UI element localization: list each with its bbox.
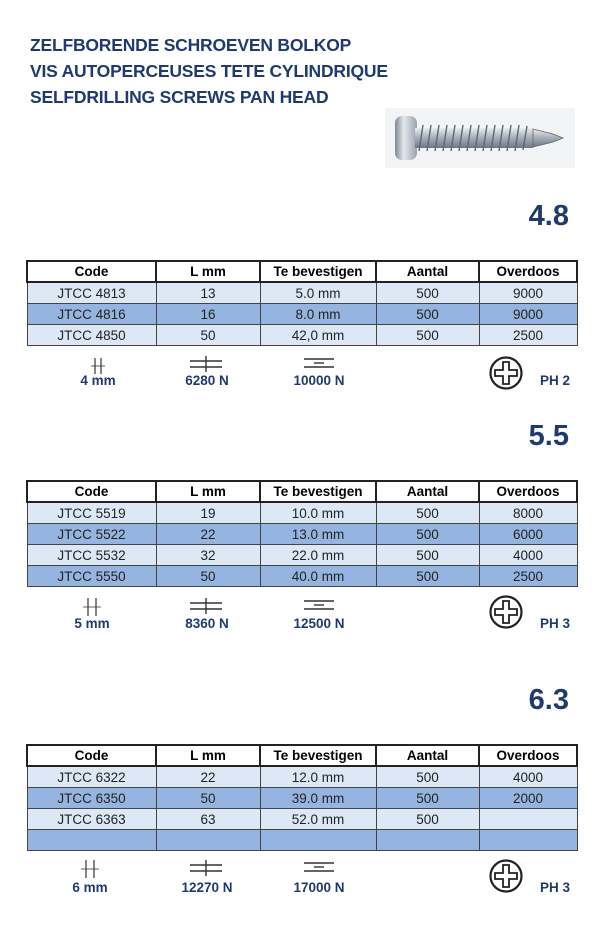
shear-label: 17000 N <box>293 880 345 895</box>
cell-box: 6000 <box>479 524 577 545</box>
cell-length: 50 <box>156 325 260 346</box>
cell-fasten: 12.0 mm <box>260 766 376 788</box>
diameter-label: 6 mm <box>72 880 108 895</box>
header-quantity: Aantal <box>376 481 479 502</box>
cell-fasten: 5.0 mm <box>260 282 376 304</box>
table-row <box>27 545 577 566</box>
size-heading-4-8: 4.8 <box>528 200 569 232</box>
table-row <box>27 304 577 325</box>
cell-quantity: 500 <box>376 809 479 830</box>
cell-code <box>27 830 156 851</box>
cell-fasten: 39.0 mm <box>260 788 376 809</box>
spec-row-6-3 <box>0 856 607 896</box>
diameter-icon <box>78 858 102 880</box>
cell-code: JTCC 4816 <box>27 304 156 325</box>
cell-box: 4000 <box>479 545 577 566</box>
header-quantity: Aantal <box>376 261 479 282</box>
table-row <box>27 282 577 304</box>
cell-fasten: 10.0 mm <box>260 502 376 524</box>
cell-length: 50 <box>156 566 260 587</box>
cell-box: 9000 <box>479 282 577 304</box>
tensile-icon <box>188 859 224 877</box>
header-length: L mm <box>156 745 260 766</box>
header-code: Code <box>27 261 156 282</box>
cell-quantity: 500 <box>376 788 479 809</box>
cell-box <box>479 830 577 851</box>
product-table-6-3 <box>26 744 578 851</box>
header-quantity: Aantal <box>376 745 479 766</box>
cell-code: JTCC 4813 <box>27 282 156 304</box>
cell-box: 8000 <box>479 502 577 524</box>
cell-quantity: 500 <box>376 524 479 545</box>
table-row <box>27 766 577 788</box>
table-header <box>27 745 577 766</box>
product-table-5-5 <box>26 480 578 587</box>
spec-row-5-5 <box>0 594 607 634</box>
drive-label: PH 3 <box>539 880 570 895</box>
cell-quantity: 500 <box>376 304 479 325</box>
cell-fasten: 40.0 mm <box>260 566 376 587</box>
cell-fasten: 52.0 mm <box>260 809 376 830</box>
size-heading-5-5: 5.5 <box>528 420 569 452</box>
cell-length <box>156 830 260 851</box>
cell-box: 2000 <box>479 788 577 809</box>
header-code: Code <box>27 745 156 766</box>
header-box: Overdoos <box>479 481 577 502</box>
cell-box: 2500 <box>479 566 577 587</box>
cell-code: JTCC 6363 <box>27 809 156 830</box>
spec-row-4-8 <box>0 352 607 392</box>
diameter-icon <box>80 596 104 618</box>
cell-quantity: 500 <box>376 545 479 566</box>
cell-length: 19 <box>156 502 260 524</box>
cell-length: 32 <box>156 545 260 566</box>
table-row <box>27 830 577 851</box>
drive-label: PH 2 <box>539 373 570 388</box>
shear-label: 10000 N <box>293 373 345 388</box>
cell-fasten <box>260 830 376 851</box>
cell-quantity: 500 <box>376 282 479 304</box>
cell-fasten: 22.0 mm <box>260 545 376 566</box>
screw-image <box>385 108 575 168</box>
tensile-label: 6280 N <box>185 373 229 388</box>
table-row <box>27 502 577 524</box>
cell-code: JTCC 5532 <box>27 545 156 566</box>
table-row <box>27 788 577 809</box>
cell-box: 4000 <box>479 766 577 788</box>
header-box: Overdoos <box>479 745 577 766</box>
cell-length: 22 <box>156 766 260 788</box>
shear-icon <box>302 355 336 371</box>
tensile-label: 12270 N <box>181 880 233 895</box>
title-block <box>30 32 388 110</box>
phillips-drive-icon <box>488 595 524 629</box>
cell-quantity <box>376 830 479 851</box>
tensile-label: 8360 N <box>185 616 229 631</box>
header-fasten: Te bevestigen <box>260 261 376 282</box>
table-row <box>27 325 577 346</box>
cell-fasten: 13.0 mm <box>260 524 376 545</box>
cell-quantity: 500 <box>376 766 479 788</box>
header-code: Code <box>27 481 156 502</box>
cell-code: JTCC 5550 <box>27 566 156 587</box>
cell-code: JTCC 4850 <box>27 325 156 346</box>
cell-length: 63 <box>156 809 260 830</box>
shear-label: 12500 N <box>293 616 345 631</box>
table-row <box>27 524 577 545</box>
cell-box: 9000 <box>479 304 577 325</box>
cell-box: 2500 <box>479 325 577 346</box>
cell-quantity: 500 <box>376 566 479 587</box>
cell-quantity: 500 <box>376 502 479 524</box>
cell-box <box>479 809 577 830</box>
phillips-drive-icon <box>488 859 524 893</box>
header-fasten: Te bevestigen <box>260 481 376 502</box>
tensile-icon <box>188 597 224 615</box>
shear-icon <box>302 597 336 613</box>
diameter-label: 5 mm <box>74 616 110 631</box>
cell-code: JTCC 6350 <box>27 788 156 809</box>
cell-length: 22 <box>156 524 260 545</box>
cell-code: JTCC 5519 <box>27 502 156 524</box>
cell-fasten: 42,0 mm <box>260 325 376 346</box>
diameter-label: 4 mm <box>80 373 116 388</box>
cell-code: JTCC 6322 <box>27 766 156 788</box>
cell-length: 13 <box>156 282 260 304</box>
tensile-icon <box>188 355 224 373</box>
cell-fasten: 8.0 mm <box>260 304 376 325</box>
cell-code: JTCC 5522 <box>27 524 156 545</box>
phillips-drive-icon <box>488 356 524 390</box>
title-french: VIS AUTOPERCEUSES TETE CYLINDRIQUE <box>30 61 388 81</box>
header-length: L mm <box>156 261 260 282</box>
product-table-4-8 <box>26 260 578 346</box>
header-fasten: Te bevestigen <box>260 745 376 766</box>
cell-length: 50 <box>156 788 260 809</box>
header-box: Overdoos <box>479 261 577 282</box>
shear-icon <box>302 859 336 875</box>
table-row <box>27 566 577 587</box>
cell-length: 16 <box>156 304 260 325</box>
drive-label: PH 3 <box>539 616 570 631</box>
table-row <box>27 809 577 830</box>
size-heading-6-3: 6.3 <box>528 684 569 716</box>
cell-quantity: 500 <box>376 325 479 346</box>
table-header <box>27 481 577 502</box>
title-dutch: ZELFBORENDE SCHROEVEN BOLKOP <box>30 35 352 55</box>
table-header <box>27 261 577 282</box>
title-english: SELFDRILLING SCREWS PAN HEAD <box>30 87 329 107</box>
header-length: L mm <box>156 481 260 502</box>
